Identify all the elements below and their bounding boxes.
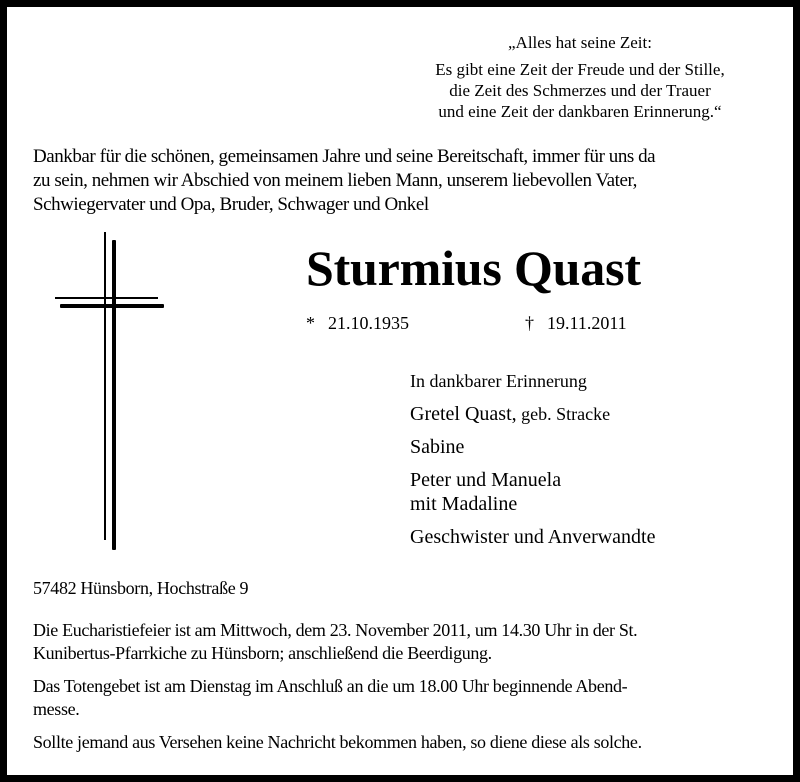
- mourner-item: [410, 468, 790, 516]
- intro-line: Dankbar für die schönen, gemeinsamen Jahre und seine Bereitschaft, immer für uns da: [33, 146, 656, 167]
- mourners-block: [410, 370, 790, 558]
- death-dagger-icon: †: [525, 313, 534, 333]
- mourner-item: [410, 525, 790, 549]
- notice-line: Das Totengebet ist am Dienstag im Anschluß an die um 18.00 Uhr beginnende Abend-: [33, 676, 628, 696]
- birth-date: [306, 312, 409, 334]
- birth-date-value: 21.10.1935: [328, 313, 409, 333]
- notice-line: Die Eucharistiefeier ist am Mittwoch, dem 23. November 2011, um 14.30 Uhr in der St.: [33, 620, 638, 640]
- mourner-name: Geschwister und Anverwandte: [410, 526, 656, 548]
- notice-line: Sollte jemand aus Versehen keine Nachricht bekommen haben, so diene diese als solche.: [33, 732, 642, 752]
- notice-line: messe.: [33, 699, 80, 719]
- closing-notice: [33, 731, 793, 754]
- death-date-value: 19.11.2011: [547, 313, 627, 333]
- mourner-name: Gretel Quast,: [410, 403, 517, 425]
- mourner-item: [410, 435, 790, 459]
- family-address: 57482 Hünsborn, Hochstraße 9: [33, 578, 249, 598]
- prayer-notice: [33, 675, 793, 721]
- death-date: [525, 312, 627, 334]
- mourner-name: Peter und Manuela: [410, 469, 562, 491]
- mourner-item: [410, 402, 790, 426]
- mourner-name-line2: mit Madaline: [410, 493, 518, 515]
- mourner-name: Sabine: [410, 436, 465, 458]
- birth-star-icon: *: [306, 313, 315, 333]
- cross-icon: [0, 0, 200, 600]
- deceased-name: Sturmius Quast: [306, 240, 641, 296]
- funeral-mass-notice: [33, 619, 793, 665]
- intro-line: zu sein, nehmen wir Abschied von meinem lieben Mann, unserem liebevollen Vater,: [33, 170, 637, 191]
- quote-heading: „Alles hat seine Zeit:: [508, 33, 652, 52]
- quote-line: die Zeit des Schmerzes und der Trauer: [449, 81, 711, 100]
- mourner-maiden-name: geb. Stracke: [516, 404, 611, 424]
- intro-line: Schwiegervater und Opa, Bruder, Schwager und Onkel: [33, 194, 429, 215]
- mourners-subtitle: In dankbarer Erinnerung: [410, 371, 587, 391]
- quote-line: Es gibt eine Zeit der Freude und der Stille,: [435, 60, 725, 79]
- quote-block: [380, 32, 780, 122]
- notice-line: Kunibertus-Pfarrkiche zu Hünsborn; anschließend die Beerdigung.: [33, 643, 492, 663]
- quote-line: und eine Zeit der dankbaren Erinnerung.“: [438, 102, 722, 121]
